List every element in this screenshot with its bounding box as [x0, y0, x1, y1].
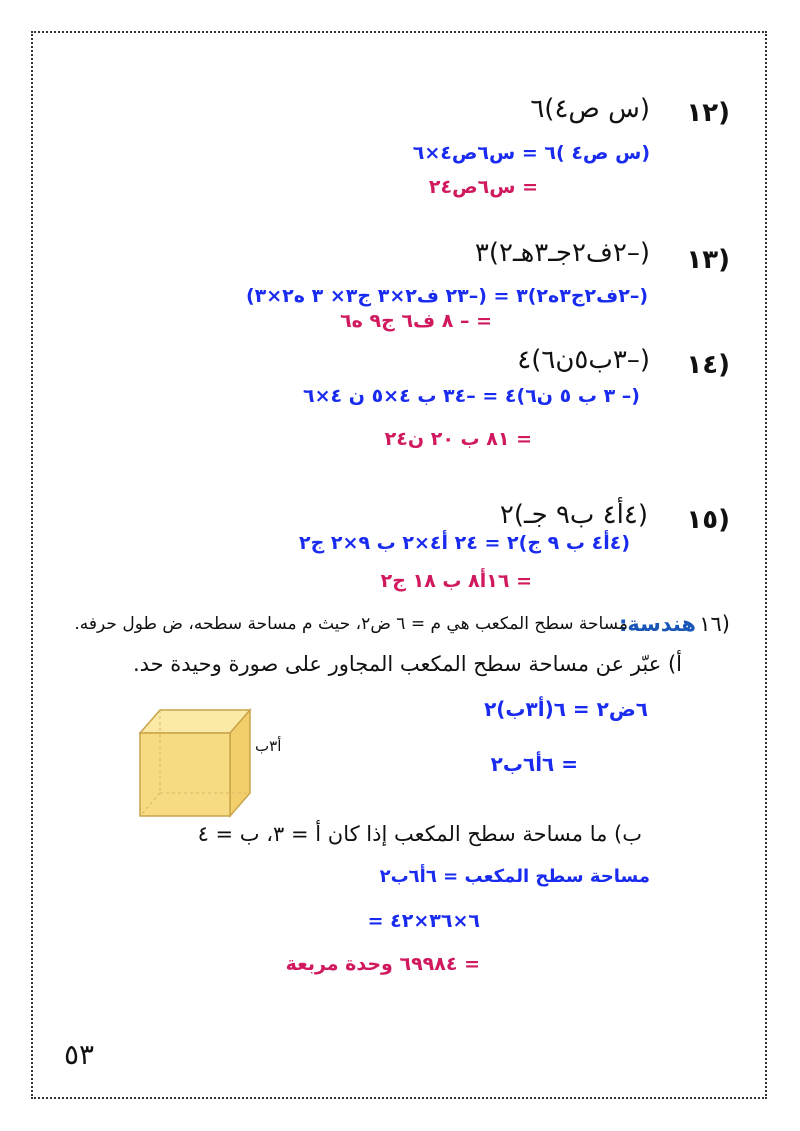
problem-14-number: ١٤)	[686, 350, 730, 380]
problem-15-step-2: = ١٦أ٨ ب ١٨ ج٢	[380, 570, 532, 592]
problem-16-b-step-2: = ٦×٣٦×٤٢	[367, 910, 480, 932]
problem-16-statement: مساحة سطح المكعب هي م = ٦ ض٢، حيث م مساحة سطحه، ض طول حرفه.	[74, 614, 628, 634]
problem-14-step-1: (– ٣ ب ٥ ن٦)٤ = –٣٤ ب ٤×٥ ن ٤×٦	[302, 385, 640, 407]
page-number: ٥٣	[64, 1038, 95, 1071]
problem-16-a-step-1: ٦ض٢ = ٦(أ٣ب)٢	[484, 697, 648, 721]
problem-15-expression: (٤أ٤ ب٩ جـ)٢	[499, 500, 648, 530]
problem-14-step-2: = ٨١ ب ٢٠ ن٢٤	[384, 428, 532, 450]
problem-16-a-step-2: = ٦أ٦ب٢	[490, 752, 578, 776]
problem-12-number: ١٢)	[686, 98, 730, 128]
problem-16-b-step-1: مساحة سطح المكعب = ٦أ٦ب٢	[379, 866, 650, 887]
problem-12-step-2: = س٦ص٢٤	[428, 176, 538, 198]
problem-16-topic-label: هندسة:	[618, 612, 696, 636]
page-border	[31, 31, 767, 1099]
problem-14-expression: (–٣ب٥ن٦)٤	[517, 345, 650, 375]
problem-12-step-1: (س ص٤ )٦ = س٦ص٤×٦	[412, 142, 650, 164]
problem-13-step-2: = – ٨ ف٦ ج٩ ه٦	[340, 310, 492, 332]
problem-16-b-step-3: = ٦٩٩٨٤ وحدة مربعة	[285, 953, 480, 975]
problem-13-number: ١٣)	[686, 245, 730, 275]
cube-illustration	[128, 705, 258, 820]
problem-13-expression: (–٢ف٢جـ٣هـ٢)٣	[474, 238, 650, 268]
problem-13-step-1: (–٢ف٢ج٣ه٢)٣ = (–٢٣ ف٢×٣ ج٣× ٣ ه٢×٣)	[245, 285, 648, 307]
problem-16-part-a: أ) عبّر عن مساحة سطح المكعب المجاور على صورة وحيدة حد.	[132, 652, 682, 676]
problem-12-expression: (س ص٤)٦	[530, 94, 650, 124]
cube-edge-label: أ٣ب	[255, 737, 282, 755]
problem-15-step-1: (٤أ٤ ب ٩ ج)٢ = ٢٤ أ٤×٢ ب ٩×٢ ج٢	[299, 532, 630, 554]
problem-16-number: ١٦)	[699, 612, 730, 636]
problem-15-number: ١٥)	[686, 505, 730, 535]
problem-16-part-b: ب) ما مساحة سطح المكعب إذا كان أ = ٣، ب = ٤	[197, 822, 642, 846]
